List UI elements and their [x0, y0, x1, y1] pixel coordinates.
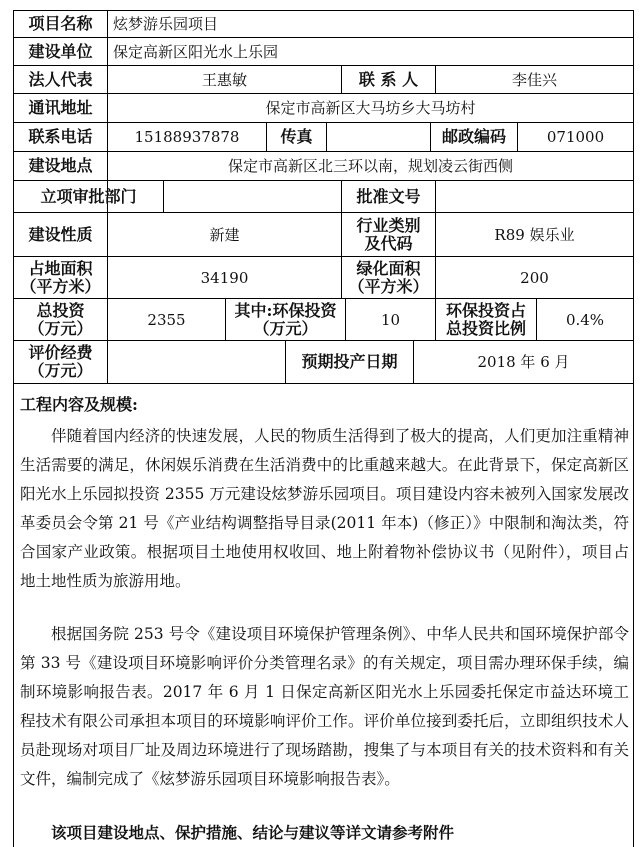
legal-rep-value: 王惠敏: [201, 70, 247, 89]
project-content-section: [13, 384, 634, 847]
content-paragraph-2: 根据国务院 253 号令《建设项目环境保护管理条例》、中华人民共和国环境保护部令第 33 号《建设项目环境影响评价分类管理名录》的有关规定，项目需办理环保手续，编制环境影响报告表。2017 年 6 月 1 日保定高新区阳光水上乐园委托保定市益达环境工程技术有限公司承担本项目的环境影响评价工作。评价单位接到委托后，立即组织技术人员赴现场对项目厂址及周边环境进行了现场踏勘，搜集了与本项目有关的技术资料和有关文件，编制完成了《炫梦游乐园项目环境影响报告表》。: [20, 625, 629, 788]
content-paragraph-1: 伴随着国内经济的快速发展，人民的物质生活得到了极大的提高，人们更加注重精神生活需要的满足，休闲娱乐消费在生活消费中的比重越来越大。在此背景下，保定高新区阳光水上乐园拟投资 2355 万元建设炫梦游乐园项目。项目建设内容未被列入国家发展改革委员会令第 21 号《产业结构调整指导目录(2011 年本)（修正）》中限制和淘汰类，符合国家产业政策。根据项目土地使用权收回、地上附着物补偿协议书（见附件），项目占地土地性质为旅游用地。: [20, 427, 629, 590]
site-label: 建设地点: [28, 156, 93, 175]
eval-fee-value: [108, 341, 285, 383]
area-value: 34190: [200, 268, 249, 287]
env-invest-value: 10: [380, 310, 401, 329]
address-value: 保定市高新区大马坊乡大马坊村: [265, 99, 476, 117]
nature-value: 新建: [209, 225, 240, 244]
env-ratio-label: 环保投资占总投资比例: [445, 300, 526, 338]
fax-label: 传真: [280, 127, 313, 146]
green-value: 200: [520, 268, 549, 287]
project-info-table: [13, 10, 634, 384]
nature-label: 建设性质: [28, 224, 93, 244]
contact-label: 联 系 人: [358, 69, 419, 89]
approval-dept-value: [164, 181, 341, 212]
rule: [633, 10, 634, 384]
invest-value: 2355: [147, 310, 186, 329]
eval-fee-label: 评价经费（万元）: [28, 343, 93, 380]
env-invest-label: 其中:环保投资（万元）: [234, 300, 337, 338]
fax-value: [327, 123, 430, 151]
approval-no-value: [436, 181, 633, 212]
site-value: 保定市高新区北三环以南，规划凌云街西侧: [227, 157, 513, 175]
industry-label: 行业类别及代码: [356, 215, 421, 253]
approval-no-label: 批准文号: [356, 186, 421, 206]
content-footer-note: 该项目建设地点、保护措施、结论与建议等详文请参考附件: [51, 823, 455, 842]
phone-value: 15188937878: [134, 128, 240, 146]
green-label: 绿化面积（平方米）: [348, 258, 429, 296]
address-label: 通讯地址: [28, 98, 93, 117]
industry-value: R89 娱乐业: [494, 225, 575, 244]
rule: [13, 384, 14, 847]
invest-label: 总投资（万元）: [28, 300, 93, 338]
project-name-label: 项目名称: [28, 14, 93, 33]
phone-label: 联系电话: [28, 127, 93, 146]
prod-date-value: 2018 年 6 月: [477, 353, 570, 371]
builder-value: 保定高新区阳光水上乐园: [113, 42, 279, 61]
env-ratio-value: 0.4%: [565, 310, 605, 329]
area-label: 占地面积（平方米）: [20, 258, 101, 296]
rule: [633, 384, 634, 847]
content-heading: 工程内容及规模:: [20, 395, 138, 414]
contact-value: 李佳兴: [511, 70, 557, 89]
postcode-value: 071000: [546, 128, 605, 146]
postcode-label: 邮政编码: [441, 127, 506, 146]
approval-dept-label: 立项审批部门: [40, 186, 137, 206]
prod-date-label: 预期投产日期: [301, 352, 398, 371]
legal-rep-label: 法人代表: [28, 69, 93, 89]
builder-label: 建设单位: [28, 41, 93, 61]
project-name-value: 炫梦游乐园项目: [113, 15, 219, 33]
